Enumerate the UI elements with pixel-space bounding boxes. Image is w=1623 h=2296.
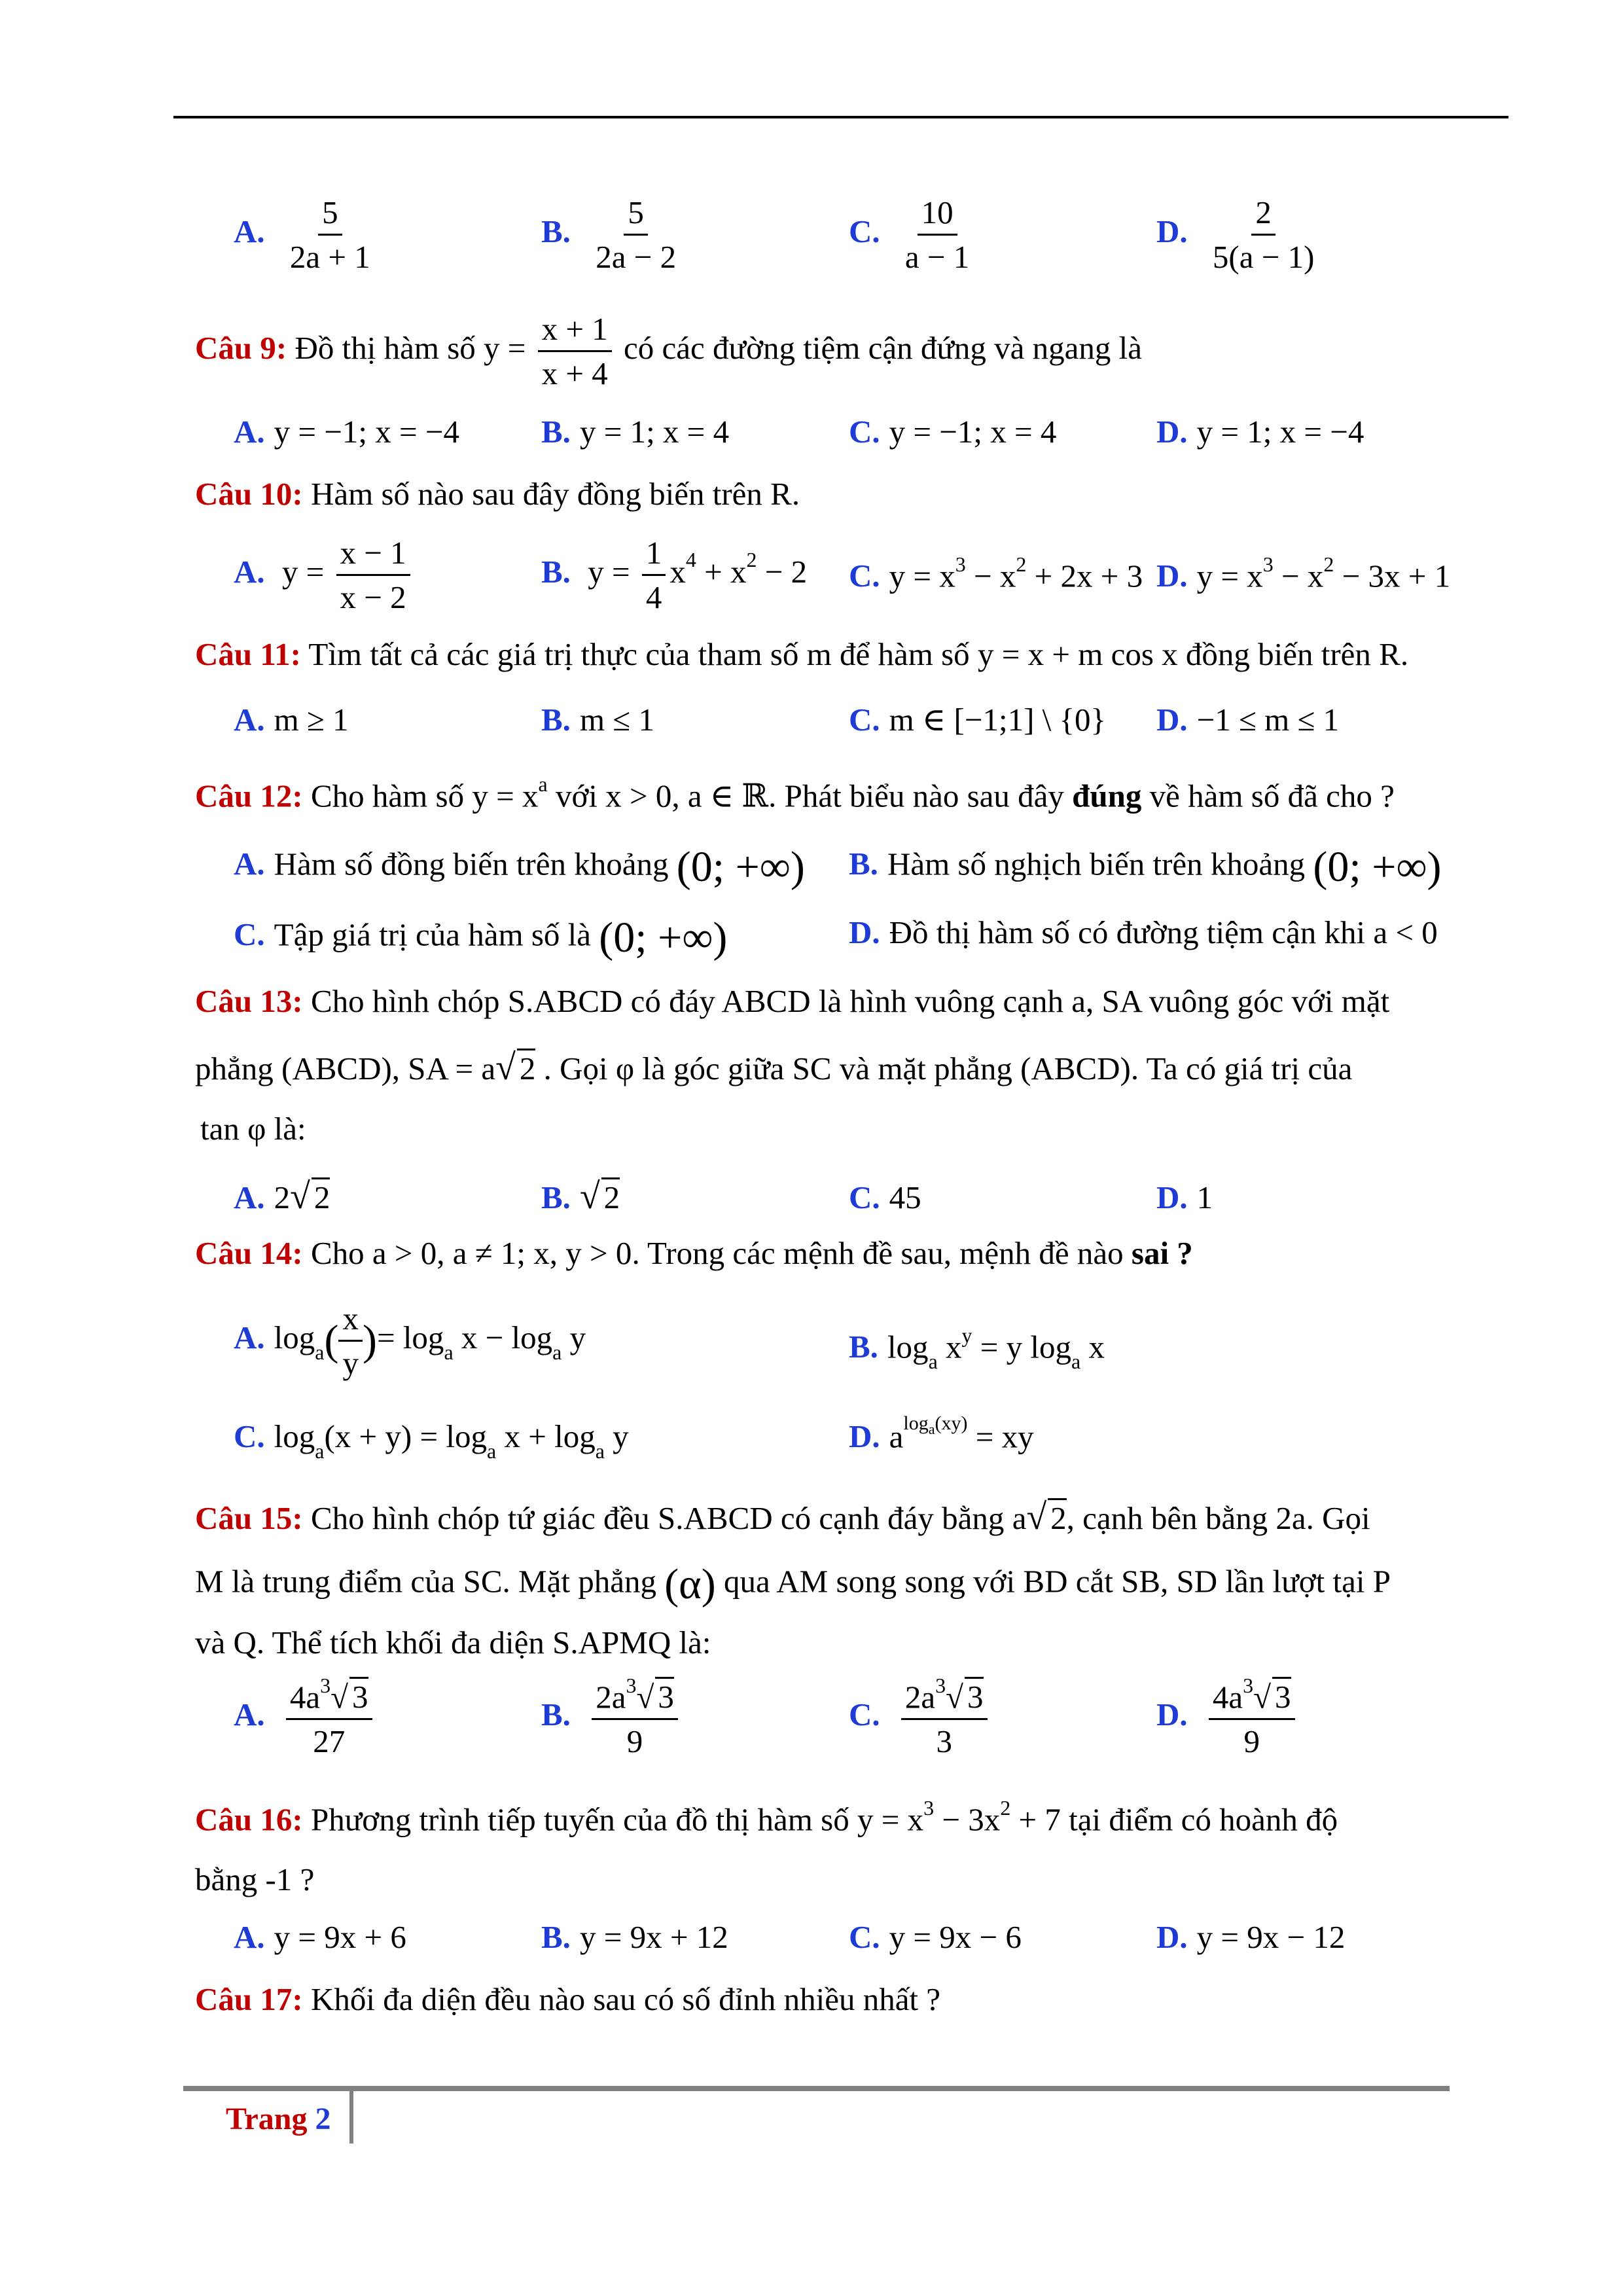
- option-label: B.: [541, 702, 571, 738]
- q17-stem: [195, 1983, 940, 2015]
- option-text: −1 ≤ m ≤ 1: [1196, 702, 1340, 738]
- q11-option-b: [541, 704, 654, 736]
- term: = y log: [972, 1329, 1072, 1365]
- frac-num: x + 1: [538, 313, 612, 352]
- term: − 2: [757, 553, 808, 590]
- sqrt-symbol: √: [290, 1176, 310, 1217]
- question-text: là góc giữa SC và mặt phẳng (ABCD). Ta có giá trị của: [642, 1050, 1353, 1086]
- option-text: y = −1; x = −4: [274, 414, 460, 450]
- subscript: a: [1071, 1350, 1081, 1374]
- question-text: tại điểm có hoành độ: [1069, 1801, 1338, 1838]
- question-text: Cho hình chóp tứ giác đều S.ABCD có cạnh đáy bằng: [310, 1500, 1005, 1536]
- condition: x > 0, a ∈ ℝ: [605, 778, 769, 814]
- exponent-group: [903, 1412, 968, 1437]
- q9-option-c: [849, 416, 1056, 448]
- sqrt-symbol: √: [579, 1176, 600, 1217]
- option-text: m ≥ 1: [274, 702, 349, 738]
- question-text: qua AM song song với BD cắt SB, SD lần lượt tại P: [724, 1563, 1391, 1600]
- frac-num: 5: [624, 196, 648, 236]
- term: − 3x + 1: [1334, 558, 1451, 594]
- q15-option-c: [849, 1674, 991, 1760]
- option-text: y = 1; x = 4: [579, 414, 730, 450]
- question-text: với: [555, 778, 597, 814]
- option-label: D.: [1156, 1179, 1188, 1215]
- term: y: [562, 1319, 586, 1355]
- question-title: Câu 15:: [195, 1500, 303, 1536]
- radicand: 2: [601, 1177, 620, 1215]
- option-text: Hàm số đồng biến trên khoảng: [274, 846, 669, 882]
- q12-stem: [195, 772, 1395, 814]
- option-text: Tập giá trị của hàm số là: [274, 916, 592, 953]
- frac-den: x + 4: [541, 355, 608, 391]
- frac-num: 1: [642, 537, 666, 576]
- subscript: a: [315, 1439, 325, 1463]
- question-text: M là trung điểm của SC. Mặt phẳng: [195, 1563, 656, 1600]
- option-text: y = 9x + 12: [579, 1919, 728, 1955]
- exponent: log: [903, 1412, 929, 1434]
- q16-line2: [195, 1863, 314, 1895]
- question-text: . Trong các mệnh đề sau, mệnh đề nào: [632, 1235, 1124, 1271]
- log: log: [274, 1418, 315, 1454]
- exponent: 3: [1243, 1674, 1254, 1697]
- term: (x + y): [324, 1418, 412, 1454]
- frac-den: 2a + 1: [289, 239, 370, 275]
- option-text: 1: [1196, 1179, 1213, 1215]
- term: y = x: [889, 558, 955, 594]
- term: = log: [376, 1319, 444, 1355]
- subscript: a: [444, 1340, 454, 1364]
- option-label: C.: [849, 1919, 880, 1955]
- q14-option-a: [234, 1302, 586, 1379]
- footer-rule: [183, 2086, 1450, 2091]
- q12-option-d: [849, 916, 1438, 948]
- frac-den: 9: [1243, 1723, 1260, 1760]
- q9-stem: [195, 313, 1142, 389]
- q15-option-a: [234, 1674, 376, 1760]
- option-math: (0; +∞): [1313, 843, 1442, 891]
- radicand: 3: [655, 1677, 674, 1715]
- question-title: Câu 9:: [195, 329, 287, 366]
- sqrt-symbol: √: [1253, 1679, 1272, 1715]
- frac-num: [286, 1674, 372, 1720]
- coef: 2: [274, 1179, 291, 1215]
- frac-den: 27: [313, 1723, 346, 1760]
- q10-option-c: [849, 552, 1143, 594]
- exponent: 2: [746, 548, 757, 572]
- option-text: y = −1; x = 4: [889, 414, 1057, 450]
- option-text: y = 9x − 6: [889, 1919, 1022, 1955]
- option-text: Đồ thị hàm số có đường tiệm cận khi: [889, 914, 1366, 950]
- option-text: y = 1; x = −4: [1196, 414, 1364, 450]
- frac-den: a − 1: [904, 239, 970, 275]
- option-label: D.: [1156, 414, 1188, 450]
- option-label: B.: [541, 1919, 571, 1955]
- fn-lhs: y =: [588, 553, 630, 590]
- option-math: a < 0: [1373, 914, 1438, 950]
- paren-close: ): [362, 1316, 377, 1365]
- term: x: [937, 1329, 962, 1365]
- term: x + log: [496, 1418, 596, 1454]
- q9-option-d: [1156, 416, 1364, 448]
- radicand: 3: [349, 1677, 368, 1715]
- option-label: C.: [849, 414, 880, 450]
- option-label: A.: [234, 553, 265, 590]
- option-label: C.: [849, 1179, 880, 1215]
- question-text: bằng -1 ?: [195, 1861, 315, 1897]
- q8-option-c: [849, 196, 977, 273]
- option-label: B.: [849, 846, 878, 882]
- page-value: 2: [315, 2102, 331, 2136]
- frac-num: x: [338, 1302, 363, 1342]
- q14-option-b: [849, 1323, 1105, 1374]
- exponent: 4: [685, 548, 696, 572]
- q9-fn-lhs: y =: [484, 329, 526, 366]
- sqrt-symbol: √: [495, 1047, 516, 1088]
- sqrt-symbol: √: [636, 1679, 654, 1715]
- frac-num: 10: [918, 196, 957, 236]
- frac-den: 4: [645, 579, 662, 615]
- q13-option-c: [849, 1181, 921, 1213]
- q16-option-b: [541, 1921, 728, 1953]
- page-number: [226, 2101, 330, 2137]
- q15-line3: [195, 1626, 711, 1659]
- term: − x: [1273, 558, 1324, 594]
- q13-line1: [195, 985, 1389, 1017]
- q11-option-a: [234, 704, 349, 736]
- question-text: Phương trình tiếp tuyến của đồ thị hàm số: [310, 1801, 849, 1838]
- subscript: a: [928, 1421, 935, 1437]
- term: y: [604, 1418, 629, 1454]
- coef: 4a: [1212, 1679, 1243, 1715]
- option-text: y = 9x − 12: [1196, 1919, 1346, 1955]
- math: SA = a: [408, 1050, 496, 1086]
- q9-option-b: [541, 416, 729, 448]
- question-text-after: đồng biến trên R.: [1185, 636, 1409, 672]
- frac-num: 5: [318, 196, 342, 236]
- option-label: D.: [849, 914, 880, 950]
- exponent: 2: [1016, 552, 1027, 576]
- q13-option-d: [1156, 1181, 1213, 1213]
- frac-den: 5(a − 1): [1212, 239, 1315, 275]
- q16-option-c: [849, 1921, 1022, 1953]
- option-label: A.: [234, 1919, 265, 1955]
- option-text: Hàm số nghịch biến trên khoảng: [887, 846, 1306, 882]
- q13-line2: [195, 1049, 1352, 1086]
- q11-stem: [195, 638, 1408, 670]
- condition: a > 0, a ≠ 1; x, y > 0: [372, 1235, 632, 1271]
- option-label: D.: [1156, 1696, 1188, 1733]
- q10-option-a: [234, 537, 414, 613]
- q9-option-a: [234, 416, 459, 448]
- option-label: C.: [849, 1696, 880, 1733]
- option-label: A.: [234, 702, 265, 738]
- question-text: và Q. Thể tích khối đa diện S.APMQ là:: [195, 1624, 711, 1660]
- q10-option-b: [541, 537, 807, 613]
- question-title: Câu 14:: [195, 1235, 303, 1271]
- option-label: C.: [849, 213, 880, 249]
- q11-option-d: [1156, 704, 1339, 736]
- term: y = x: [857, 1801, 924, 1838]
- option-label: B.: [541, 1179, 571, 1215]
- option-math: (0; +∞): [676, 843, 805, 891]
- option-label: B.: [849, 1329, 878, 1365]
- coef: 2a: [904, 1679, 936, 1715]
- term: = log: [412, 1418, 487, 1454]
- option-text: y = 9x + 6: [274, 1919, 406, 1955]
- term: x − log: [453, 1319, 553, 1355]
- paren-open: (: [324, 1316, 339, 1365]
- q12-option-a: [234, 843, 805, 891]
- q16-line1: [195, 1796, 1338, 1838]
- exponent: 3: [955, 552, 966, 576]
- q15-line1: [195, 1499, 1370, 1535]
- option-label: A.: [234, 1179, 265, 1215]
- frac-num: [592, 1674, 678, 1720]
- exponent: 3: [626, 1674, 637, 1697]
- option-label: C.: [849, 558, 880, 594]
- math: a: [1012, 1500, 1027, 1536]
- term: − 3x: [934, 1801, 1001, 1838]
- question-title: Câu 12:: [195, 778, 303, 814]
- term: x: [1080, 1329, 1105, 1365]
- exponent: 3: [1262, 552, 1274, 576]
- option-label: A.: [234, 213, 265, 249]
- question-text: Khối đa diện đều nào sau có số đỉnh nhiều nhất ?: [310, 1981, 941, 2017]
- radicand: 2: [1048, 1498, 1067, 1536]
- exponent: y: [961, 1323, 972, 1347]
- question-text: Cho: [310, 1235, 365, 1271]
- sqrt-symbol: √: [330, 1679, 349, 1715]
- frac-num: [1209, 1674, 1295, 1720]
- option-label: D.: [1156, 213, 1188, 249]
- term: + 2x + 3: [1026, 558, 1143, 594]
- q13-line3: [200, 1113, 306, 1145]
- term: + x: [696, 553, 747, 590]
- q10-option-d: [1156, 552, 1451, 594]
- option-label: C.: [849, 702, 880, 738]
- q15-option-b: [541, 1674, 682, 1760]
- subscript: a: [315, 1340, 325, 1364]
- coef: 4a: [289, 1679, 321, 1715]
- q12-option-c: [234, 916, 727, 960]
- term: x: [669, 553, 686, 590]
- q8-option-d: [1156, 196, 1322, 273]
- q11-option-c: [849, 704, 1106, 736]
- option-text: 45: [889, 1179, 921, 1215]
- option-label: B.: [541, 213, 571, 249]
- fn: y = x: [472, 778, 539, 814]
- option-math: (0; +∞): [599, 914, 728, 961]
- question-text: Cho hàm số: [310, 778, 465, 814]
- question-text: Tìm tất cả các giá trị thực của tham số m để hàm số: [308, 636, 970, 672]
- option-text: m ∈ [−1;1] \ {0}: [889, 702, 1107, 738]
- radicand: 2: [312, 1177, 330, 1215]
- frac-den: y: [342, 1345, 359, 1381]
- term: − x: [965, 558, 1016, 594]
- radicand: 3: [965, 1677, 984, 1715]
- q16-option-a: [234, 1921, 406, 1953]
- q15-line2: [195, 1560, 1391, 1608]
- frac-den: 3: [936, 1723, 952, 1760]
- q15-option-d: [1156, 1674, 1299, 1760]
- question-title: Câu 17:: [195, 1981, 303, 2017]
- sqrt-symbol: √: [1026, 1497, 1047, 1537]
- question-text: Hàm số nào sau đây đồng biến trên R.: [310, 476, 800, 512]
- subscript: a: [928, 1350, 938, 1374]
- option-label: B.: [541, 553, 571, 590]
- option-label: B.: [541, 414, 571, 450]
- question-title: Câu 10:: [195, 476, 303, 512]
- subscript: a: [595, 1439, 605, 1463]
- exponent: 3: [935, 1674, 946, 1697]
- header-rule: [173, 116, 1508, 118]
- option-label: D.: [849, 1418, 880, 1455]
- option-label: D.: [1156, 1919, 1188, 1955]
- subscript: a: [552, 1340, 562, 1364]
- math: φ: [615, 1050, 635, 1086]
- option-label: B.: [541, 1696, 571, 1733]
- fn-lhs: y =: [281, 553, 325, 590]
- frac-num: [901, 1674, 988, 1720]
- option-label: A.: [234, 1319, 265, 1355]
- frac-den: x − 2: [340, 579, 406, 615]
- sqrt-symbol: √: [946, 1679, 964, 1715]
- option-label: A.: [234, 414, 265, 450]
- subscript: a: [487, 1439, 497, 1463]
- frac-den: 2a − 2: [596, 239, 677, 275]
- math: (α): [664, 1560, 716, 1608]
- emphasis: đúng: [1072, 778, 1142, 814]
- question-text: Cho hình chóp S.ABCD có đáy ABCD là hình vuông cạnh a, SA vuông góc với mặt: [310, 983, 1390, 1019]
- exponent: 2: [1000, 1796, 1011, 1820]
- option-label: A.: [234, 846, 265, 882]
- option-text: m ≤ 1: [579, 702, 654, 738]
- q16-option-d: [1156, 1921, 1345, 1953]
- question-text: là:: [274, 1111, 306, 1147]
- option-label: A.: [234, 1696, 265, 1733]
- question-title: Câu 13:: [195, 983, 303, 1019]
- question-text: phẳng (ABCD),: [195, 1050, 401, 1086]
- log: log: [274, 1319, 315, 1355]
- radicand: 2: [517, 1049, 536, 1086]
- exponent: (xy): [935, 1412, 968, 1434]
- option-label: C.: [234, 916, 265, 953]
- q9-text: Đồ thị hàm số: [294, 329, 476, 366]
- term: + 7: [1010, 1801, 1061, 1838]
- question-text: , cạnh bên bằng 2a. Gọi: [1066, 1500, 1370, 1536]
- q8-option-b: [541, 196, 684, 273]
- q14-option-c: [234, 1418, 629, 1463]
- footer-divider: [349, 2091, 353, 2144]
- radicand: 3: [1272, 1677, 1291, 1715]
- frac-den: 9: [626, 1723, 643, 1760]
- page-label: Trang: [226, 2102, 308, 2136]
- question-text: . Gọi: [543, 1050, 608, 1086]
- exponent: 2: [1323, 552, 1334, 576]
- option-label: D.: [1156, 702, 1188, 738]
- q9-text-after: có các đường tiệm cận đứng và ngang là: [624, 329, 1143, 366]
- term: a: [889, 1418, 904, 1455]
- q8-option-a: [234, 196, 378, 273]
- frac-num: 2: [1251, 196, 1275, 236]
- q12-option-b: [849, 843, 1442, 891]
- term: = xy: [967, 1418, 1034, 1455]
- option-label: D.: [1156, 558, 1188, 594]
- q13-option-a: [234, 1178, 330, 1215]
- q14-stem: [195, 1237, 1193, 1269]
- exponent: 3: [320, 1674, 331, 1697]
- math: tan φ: [200, 1111, 266, 1147]
- term: y = x: [1196, 558, 1263, 594]
- q13-option-b: [541, 1178, 620, 1215]
- q11-fn: y = x + m cos x: [977, 636, 1178, 672]
- log: log: [887, 1329, 929, 1365]
- emphasis: sai ?: [1131, 1235, 1193, 1271]
- question-text: . Phát biểu nào sau đây: [768, 778, 1064, 814]
- frac-num: x − 1: [336, 537, 410, 576]
- exponent: a: [538, 772, 548, 796]
- option-label: C.: [234, 1418, 265, 1454]
- question-title: Câu 16:: [195, 1801, 303, 1838]
- coef: 2a: [596, 1679, 626, 1715]
- question-title: Câu 11:: [195, 636, 302, 672]
- exponent: 3: [923, 1796, 935, 1820]
- q14-option-d: [849, 1412, 1034, 1455]
- question-text: về hàm số đã cho ?: [1149, 778, 1395, 814]
- q10-stem: [195, 478, 800, 510]
